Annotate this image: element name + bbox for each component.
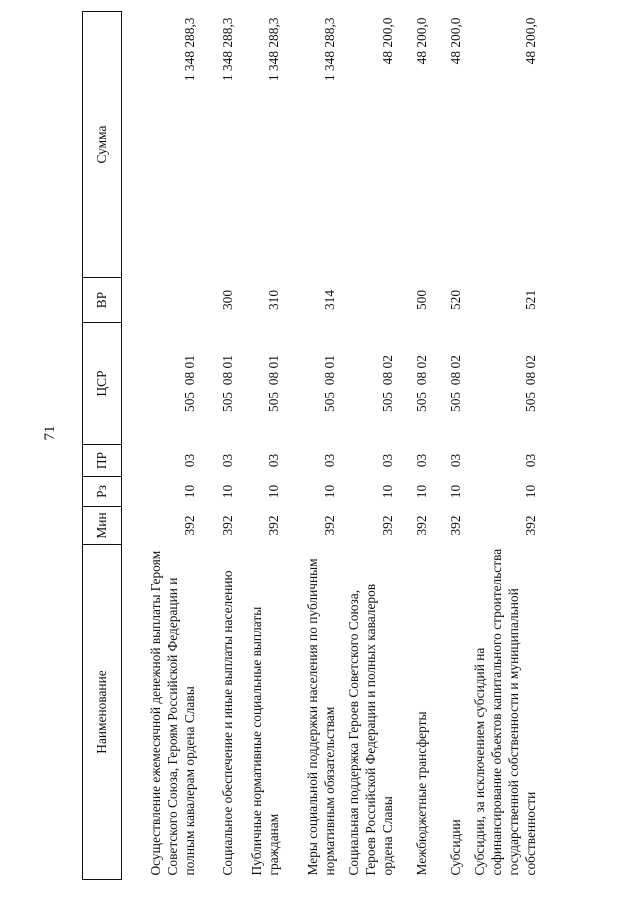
row-name: Социальное обеспечение и иные выплаты населению <box>219 570 235 876</box>
rotated-content <box>42 12 538 880</box>
row-sum: 48 200,0 <box>413 17 429 65</box>
header-row <box>83 12 122 880</box>
row-sum: 48 200,0 <box>522 17 538 65</box>
row-sum: 48 200,0 <box>379 17 395 65</box>
row-name: Межбюджетные трансферты <box>413 711 429 876</box>
row-csr: 505 08 01 <box>219 355 235 412</box>
header-pr: ПР <box>83 445 122 477</box>
table-row <box>286 12 342 880</box>
row-sum: 1 348 288,3 <box>219 17 235 82</box>
row-name: Осуществление ежемесячной денежной выплаты Героям Советского Союза, Героям Российской Федерации и полным кавалерам ордена Славы <box>147 550 197 876</box>
row-vr: 310 <box>265 289 281 311</box>
row-min: 392 <box>522 515 538 536</box>
header-name: Наименование <box>83 545 122 880</box>
row-vr: 521 <box>522 289 538 311</box>
row-csr: 505 08 01 <box>321 355 337 412</box>
row-pr: 03 <box>379 453 395 468</box>
row-csr: 505 08 01 <box>181 355 197 412</box>
header-rz: Рз <box>83 477 122 507</box>
table-row <box>342 12 400 880</box>
row-pr: 03 <box>181 453 197 468</box>
row-min: 392 <box>321 515 337 536</box>
row-vr: 300 <box>219 289 235 311</box>
row-sum: 1 348 288,3 <box>321 17 337 82</box>
row-sum: 1 348 288,3 <box>181 17 197 82</box>
row-pr: 03 <box>522 453 538 468</box>
row-name: Субсидии <box>447 819 463 876</box>
header-vr: ВР <box>83 278 122 323</box>
row-rz: 10 <box>265 484 281 499</box>
table-row <box>468 12 543 880</box>
row-min: 392 <box>413 515 429 536</box>
row-sum: 48 200,0 <box>447 17 463 65</box>
row-min: 392 <box>181 515 197 536</box>
row-csr: 505 08 02 <box>413 355 429 412</box>
row-rz: 10 <box>379 484 395 499</box>
row-rz: 10 <box>219 484 235 499</box>
row-rz: 10 <box>413 484 429 499</box>
row-rz: 10 <box>181 484 197 499</box>
row-name: Социальная поддержка Героев Советского Союза, Героев Российской Федерации и полных кавалеров ордена Славы <box>345 583 395 876</box>
row-rz: 10 <box>522 484 538 499</box>
table-row <box>202 12 240 880</box>
row-csr: 505 08 02 <box>379 355 395 412</box>
row-name: Субсидии, за исключением субсидий на софинансирование объектов капитального строительства государственной собственности и муниципальной собственности <box>471 548 538 876</box>
row-rz: 10 <box>321 484 337 499</box>
row-min: 392 <box>379 515 395 536</box>
row-vr: 500 <box>413 289 429 311</box>
row-name: Публичные нормативные социальные выплаты гражданам <box>248 606 281 876</box>
row-vr: 314 <box>321 289 337 311</box>
table-row <box>122 12 202 880</box>
table-row <box>400 12 434 880</box>
row-min: 392 <box>219 515 235 536</box>
page-number: 71 <box>42 425 58 441</box>
header-csr: ЦСР <box>83 323 122 445</box>
row-sum: 1 348 288,3 <box>265 17 281 82</box>
budget-table <box>82 11 543 880</box>
row-csr: 505 08 02 <box>447 355 463 412</box>
row-name: Меры социальной поддержки населения по публичным нормативным обязательствам <box>304 558 337 876</box>
row-min: 392 <box>265 515 281 536</box>
row-min: 392 <box>447 515 463 536</box>
row-pr: 03 <box>265 453 281 468</box>
row-vr <box>342 278 400 323</box>
row-csr: 505 08 02 <box>522 355 538 412</box>
row-pr: 03 <box>413 453 429 468</box>
row-pr: 03 <box>447 453 463 468</box>
table-row <box>434 12 468 880</box>
row-vr <box>122 278 202 323</box>
table-row <box>240 12 286 880</box>
header-min: Мин <box>83 507 122 545</box>
row-csr: 505 08 01 <box>265 355 281 412</box>
row-vr: 520 <box>447 289 463 311</box>
row-rz: 10 <box>447 484 463 499</box>
row-pr: 03 <box>321 453 337 468</box>
header-sum: Сумма <box>83 12 122 278</box>
row-pr: 03 <box>219 453 235 468</box>
